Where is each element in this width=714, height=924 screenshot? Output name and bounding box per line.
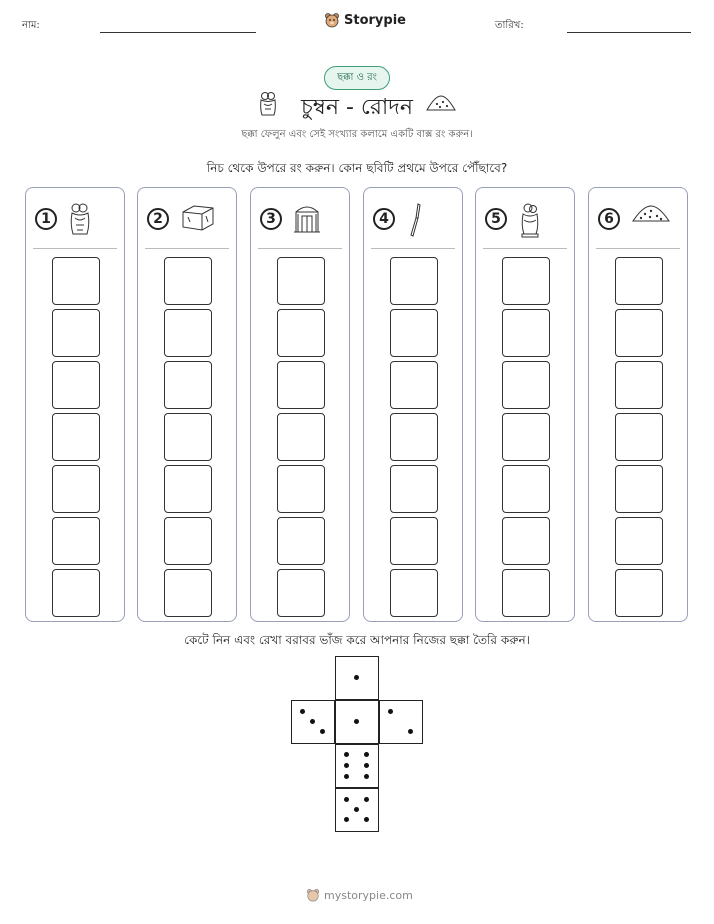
scalpel-icon bbox=[406, 202, 426, 242]
column-3 bbox=[250, 187, 350, 622]
column-number: 6 bbox=[598, 208, 620, 230]
color-box[interactable] bbox=[390, 569, 438, 617]
color-box[interactable] bbox=[390, 465, 438, 513]
color-box[interactable] bbox=[164, 413, 212, 461]
color-box[interactable] bbox=[615, 361, 663, 409]
color-box[interactable] bbox=[277, 569, 325, 617]
column-header bbox=[138, 202, 236, 242]
pip bbox=[364, 817, 369, 822]
pip bbox=[354, 675, 359, 680]
date-field[interactable] bbox=[567, 32, 691, 33]
column-header bbox=[26, 202, 124, 242]
divider bbox=[371, 248, 455, 249]
color-box[interactable] bbox=[164, 569, 212, 617]
color-box[interactable] bbox=[277, 257, 325, 305]
column-header bbox=[364, 202, 462, 242]
column-header bbox=[251, 202, 349, 242]
column-header bbox=[476, 202, 574, 242]
color-box[interactable] bbox=[164, 517, 212, 565]
color-box[interactable] bbox=[390, 517, 438, 565]
pip bbox=[354, 807, 359, 812]
column-2 bbox=[137, 187, 237, 622]
column-number: 2 bbox=[147, 208, 169, 230]
pip bbox=[310, 719, 315, 724]
pip bbox=[344, 763, 349, 768]
die-face-2 bbox=[379, 700, 423, 744]
brand-logo bbox=[324, 12, 406, 28]
color-box[interactable] bbox=[502, 257, 550, 305]
pip bbox=[344, 817, 349, 822]
sand-pile-icon bbox=[425, 93, 457, 117]
footer bbox=[306, 888, 413, 902]
bear-icon bbox=[306, 888, 320, 902]
color-box[interactable] bbox=[502, 465, 550, 513]
page-title: চুম্বন - রোদন bbox=[301, 95, 413, 120]
die-face-1 bbox=[335, 700, 379, 744]
subtitle: ছক্কা ফেলুন এবং সেই সংখ্যার কলামে একটি বাক্স রং করুন। bbox=[241, 129, 473, 140]
stone-block-icon bbox=[180, 202, 216, 236]
pip bbox=[364, 752, 369, 757]
color-box[interactable] bbox=[390, 309, 438, 357]
color-box[interactable] bbox=[615, 517, 663, 565]
column-number: 4 bbox=[373, 208, 395, 230]
color-box[interactable] bbox=[390, 413, 438, 461]
color-box[interactable] bbox=[164, 309, 212, 357]
color-box[interactable] bbox=[502, 309, 550, 357]
color-box[interactable] bbox=[164, 257, 212, 305]
color-box[interactable] bbox=[277, 361, 325, 409]
game-instruction: নিচ থেকে উপরে রং করুন। কোন ছবিটি প্রথমে উপরে পৌঁছাবে? bbox=[206, 161, 508, 175]
divider bbox=[483, 248, 567, 249]
pip bbox=[364, 797, 369, 802]
divider bbox=[596, 248, 680, 249]
color-box[interactable] bbox=[615, 309, 663, 357]
color-box[interactable] bbox=[52, 257, 100, 305]
pip bbox=[344, 797, 349, 802]
color-box[interactable] bbox=[52, 309, 100, 357]
color-box[interactable] bbox=[390, 361, 438, 409]
color-box[interactable] bbox=[52, 517, 100, 565]
die-face-1 bbox=[335, 656, 379, 700]
color-box[interactable] bbox=[277, 465, 325, 513]
die-face-6 bbox=[335, 744, 379, 788]
pip bbox=[364, 774, 369, 779]
pip bbox=[320, 729, 325, 734]
date-label: তারিখ: bbox=[495, 20, 524, 31]
color-box[interactable] bbox=[502, 569, 550, 617]
pip bbox=[344, 774, 349, 779]
color-box[interactable] bbox=[52, 569, 100, 617]
brand-name: Storypie bbox=[344, 12, 406, 28]
color-box[interactable] bbox=[277, 413, 325, 461]
color-box[interactable] bbox=[615, 413, 663, 461]
column-number: 1 bbox=[35, 208, 57, 230]
bear-icon bbox=[324, 12, 340, 28]
color-box[interactable] bbox=[615, 465, 663, 513]
activity-badge: ছক্কা ও রং bbox=[324, 66, 390, 90]
pip bbox=[300, 709, 305, 714]
color-box[interactable] bbox=[390, 257, 438, 305]
die-face-3 bbox=[291, 700, 335, 744]
color-box[interactable] bbox=[164, 361, 212, 409]
color-box[interactable] bbox=[52, 413, 100, 461]
name-label: নাম: bbox=[22, 20, 40, 31]
pip bbox=[344, 752, 349, 757]
kissing-statue-icon bbox=[68, 202, 92, 240]
pip bbox=[354, 719, 359, 724]
pip bbox=[388, 709, 393, 714]
dice-instruction: কেটে নিন এবং রেখা বরাবর ভাঁজ করে আপনার নিজের ছক্কা তৈরি করুন। bbox=[184, 633, 530, 647]
pip bbox=[364, 763, 369, 768]
divider bbox=[258, 248, 342, 249]
name-field[interactable] bbox=[100, 32, 256, 33]
die-face-5 bbox=[335, 788, 379, 832]
column-6 bbox=[588, 187, 688, 622]
color-box[interactable] bbox=[277, 309, 325, 357]
color-box[interactable] bbox=[502, 361, 550, 409]
column-number: 5 bbox=[485, 208, 507, 230]
color-box[interactable] bbox=[502, 413, 550, 461]
column-1 bbox=[25, 187, 125, 622]
temple-door-icon bbox=[293, 202, 321, 238]
pip bbox=[408, 729, 413, 734]
column-5 bbox=[475, 187, 575, 622]
divider bbox=[145, 248, 229, 249]
color-box[interactable] bbox=[52, 465, 100, 513]
footer-url[interactable]: mystorypie.com bbox=[324, 888, 413, 902]
embracing-statue-icon bbox=[518, 202, 542, 242]
color-box[interactable] bbox=[502, 517, 550, 565]
column-number: 3 bbox=[260, 208, 282, 230]
color-box[interactable] bbox=[52, 361, 100, 409]
divider bbox=[33, 248, 117, 249]
color-box[interactable] bbox=[277, 517, 325, 565]
column-header bbox=[589, 202, 687, 242]
color-box[interactable] bbox=[615, 569, 663, 617]
sand-pile-icon bbox=[631, 202, 671, 228]
column-4 bbox=[363, 187, 463, 622]
color-box[interactable] bbox=[615, 257, 663, 305]
color-box[interactable] bbox=[164, 465, 212, 513]
